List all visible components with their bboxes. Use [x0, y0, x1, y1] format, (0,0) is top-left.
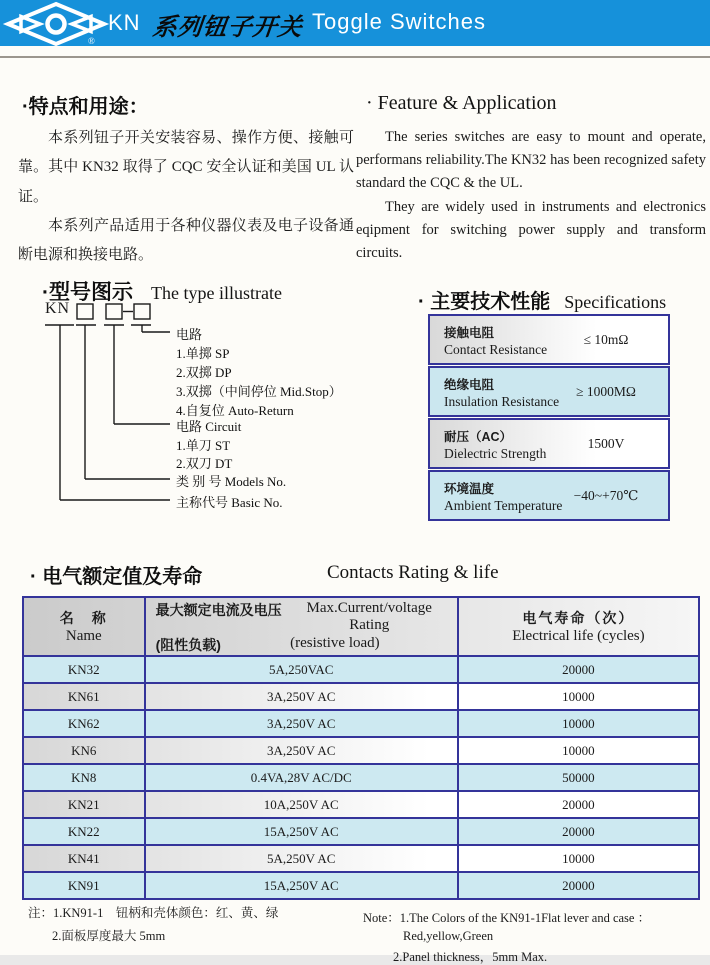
table-row — [23, 683, 699, 710]
spec-label-zh: 接触电阻 — [444, 326, 495, 340]
spec-row-insulation-resistance — [428, 366, 670, 417]
type-label-dt: 2.双刀 DT — [176, 456, 233, 471]
model-name: KN6 — [23, 737, 145, 764]
model-life: 20000 — [458, 656, 699, 683]
note-en-line2: Red,yellow,Green — [403, 929, 494, 943]
spec-value: 1500V — [587, 435, 625, 451]
model-name: KN8 — [23, 764, 145, 791]
model-rating: 0.4VA,28V AC/DC — [145, 764, 458, 791]
spec-value: −40~+70℃ — [573, 487, 639, 503]
model-name: KN22 — [23, 818, 145, 845]
type-label-mid-stop: 3.双掷（中间停位 Mid.Stop） — [176, 384, 342, 399]
model-life: 50000 — [458, 764, 699, 791]
model-life: 20000 — [458, 818, 699, 845]
table-row — [23, 764, 699, 791]
model-rating: 3A,250V AC — [145, 683, 458, 710]
features-paragraph-zh-2: 本系列产品适用于各种仪器仪表及电子设备通断电源和换接电路。 — [18, 217, 354, 263]
type-label-auto-return: 4.自复位 Auto-Return — [176, 403, 294, 418]
spec-label-zh: 环境温度 — [444, 482, 495, 496]
spec-label-zh: 耐压（AC） — [444, 430, 513, 444]
features-paragraph-en-2: They are widely used in instruments and electronics eqipment for switching power supply and transform circuits. — [356, 198, 706, 261]
table-row — [23, 710, 699, 737]
model-life: 10000 — [458, 845, 699, 872]
specifications-table — [428, 314, 670, 522]
table-row — [23, 872, 699, 899]
type-label-dp: 2.双掷 DP — [176, 365, 232, 380]
features-body-zh — [18, 124, 354, 270]
registered-mark: ® — [88, 36, 95, 46]
model-name: KN61 — [23, 683, 145, 710]
table-row — [23, 845, 699, 872]
table-row — [23, 656, 699, 683]
model-rating: 3A,250V AC — [145, 710, 458, 737]
spec-label-en: Dielectric Strength — [444, 446, 547, 461]
model-rating: 10A,250V AC — [145, 791, 458, 818]
series-title-zh: 系列钮子开关 — [151, 14, 305, 41]
type-label-sp: 1.单掷 SP — [176, 346, 230, 361]
column-header-rating — [145, 597, 458, 656]
type-heading-zh: ·型号图示 — [42, 281, 133, 304]
spec-label-zh: 绝缘电阻 — [444, 378, 495, 392]
model-rating: 5A,250V AC — [145, 845, 458, 872]
spec-row-dielectric-strength — [428, 418, 670, 469]
column-name-en: Name — [65, 628, 102, 644]
model-rating: 3A,250V AC — [145, 737, 458, 764]
model-rating: 5A,250VAC — [145, 656, 458, 683]
model-rating: 15A,250V AC — [145, 872, 458, 899]
ratings-heading-en: Contacts Rating & life — [327, 562, 499, 583]
model-life: 10000 — [458, 737, 699, 764]
note-en-line3: 2.Panel thickness，5mm Max. — [393, 950, 548, 964]
type-label-st: 1.单刀 ST — [176, 438, 231, 453]
column-rating-zh: 最大额定电流及电压 — [155, 602, 282, 618]
type-heading-en: The type illustrate — [151, 283, 282, 303]
specifications-heading — [418, 285, 666, 314]
type-code-diagram — [30, 298, 395, 513]
note-zh-line2: 2.面板厚度最大 5mm — [52, 929, 166, 943]
series-code: KN — [108, 10, 141, 35]
spec-row-contact-resistance — [428, 314, 670, 365]
model-name: KN21 — [23, 791, 145, 818]
features-paragraph-en-1: The series switches are easy to mount and operate, performans reliability.The KN32 has been recognized safety standard the CQC & the UL. — [356, 129, 706, 192]
column-rating-sub-en: (resistive load) — [290, 635, 380, 651]
specifications-heading-en: Specifications — [564, 292, 667, 312]
page-header — [0, 0, 710, 46]
column-header-life — [458, 597, 699, 656]
column-name-zh: 名 称 — [59, 610, 108, 626]
ratings-heading-zh: · 电气额定值及寿命 — [30, 566, 203, 588]
type-label-models-no: 类 别 号 Models No. — [176, 474, 287, 489]
model-life: 10000 — [458, 683, 699, 710]
features-heading-en: · Feature & Application — [366, 92, 557, 114]
spec-value: ≤ 10mΩ — [583, 331, 629, 347]
model-name: KN41 — [23, 845, 145, 872]
model-life: 20000 — [458, 872, 699, 899]
model-life: 20000 — [458, 791, 699, 818]
column-rating-en: Max.Current/voltage Rating — [306, 600, 432, 633]
model-name: KN62 — [23, 710, 145, 737]
brand-diamond-eye-logo-icon — [4, 2, 108, 46]
column-header-name — [23, 597, 145, 656]
specifications-heading-zh: · 主要技术性能 — [418, 291, 551, 313]
note-zh-line1: 注：1.KN91-1 钮柄和壳体颜色：红、黄、绿 — [28, 906, 279, 920]
spec-label-en: Ambient Temperature — [444, 498, 563, 513]
ratings-table — [22, 596, 700, 900]
features-paragraph-zh-1: 本系列钮子开关安装容易、操作方便、接触可靠。其中 KN32 取得了 CQC 安全认证和美国 UL 认证。 — [18, 130, 354, 205]
features-body-en — [356, 126, 706, 265]
model-life: 10000 — [458, 710, 699, 737]
type-label-circuit: 电路 Circuit — [176, 419, 242, 434]
type-code-prefix: KN — [45, 300, 71, 317]
model-name: KN91 — [23, 872, 145, 899]
column-life-en: Electrical life (cycles) — [512, 628, 645, 644]
features-heading-zh: ·特点和用途： — [22, 96, 149, 118]
type-label-basic-no: 主称代号 Basic No. — [176, 495, 283, 510]
header-divider — [0, 56, 710, 58]
series-title-en: Toggle Switches — [312, 9, 486, 34]
table-row — [23, 737, 699, 764]
column-rating-sub-zh: (阻性负载) — [155, 637, 221, 653]
note-en-line1: Note：1.The Colors of the KN91-1Flat lever and case ： — [363, 911, 651, 925]
table-row — [23, 818, 699, 845]
model-name: KN32 — [23, 656, 145, 683]
column-life-zh: 电气寿命（次） — [522, 610, 635, 626]
model-rating: 15A,250V AC — [145, 818, 458, 845]
type-label-circuit-function: 电路 — [176, 327, 203, 342]
ratings-header-row — [23, 597, 699, 656]
spec-label-en: Insulation Resistance — [444, 394, 560, 409]
spec-value: ≥ 1000MΩ — [576, 383, 636, 399]
spec-row-ambient-temperature — [428, 470, 670, 521]
table-row — [23, 791, 699, 818]
spec-label-en: Contact Resistance — [444, 342, 548, 357]
